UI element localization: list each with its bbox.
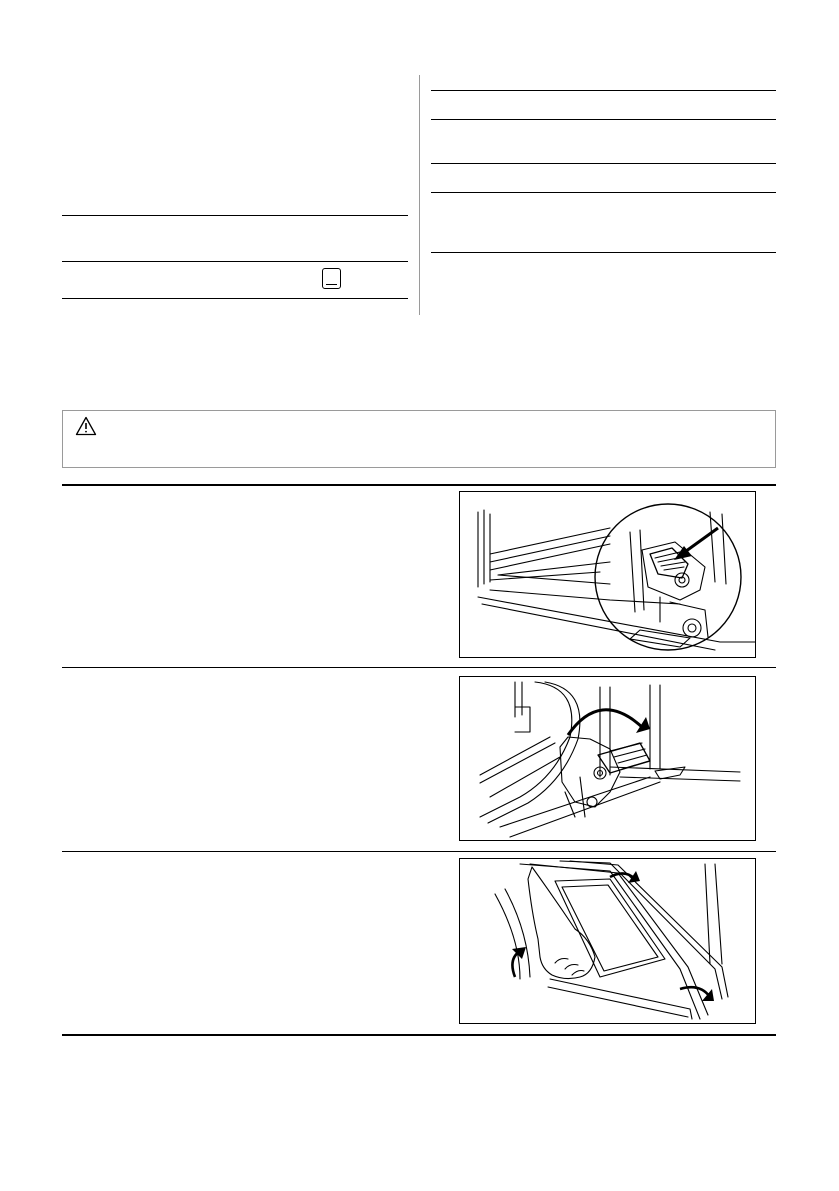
steps-rule-top xyxy=(62,484,776,486)
top-right-rule-2 xyxy=(431,119,776,120)
oven-bottom-heat-icon xyxy=(322,268,341,289)
steps-rule-3 xyxy=(62,851,776,852)
door-remove-hands-figure xyxy=(459,858,756,1024)
top-right-rule-3 xyxy=(431,163,776,164)
steps-rule-2 xyxy=(62,667,776,668)
steps-rule-bottom xyxy=(62,1034,776,1036)
top-left-rule-1 xyxy=(62,215,408,216)
top-right-rule-5 xyxy=(431,252,776,253)
warning-box xyxy=(62,410,776,468)
top-left-rule-2 xyxy=(62,261,408,262)
door-hinge-lever-rotate-figure xyxy=(459,676,756,841)
top-right-rule-4 xyxy=(431,192,776,193)
column-separator xyxy=(419,75,420,315)
warning-triangle-icon xyxy=(75,416,97,441)
top-right-rule-1 xyxy=(431,90,776,91)
door-hinge-lever-lift-figure xyxy=(459,491,756,658)
top-left-rule-3 xyxy=(62,298,408,299)
